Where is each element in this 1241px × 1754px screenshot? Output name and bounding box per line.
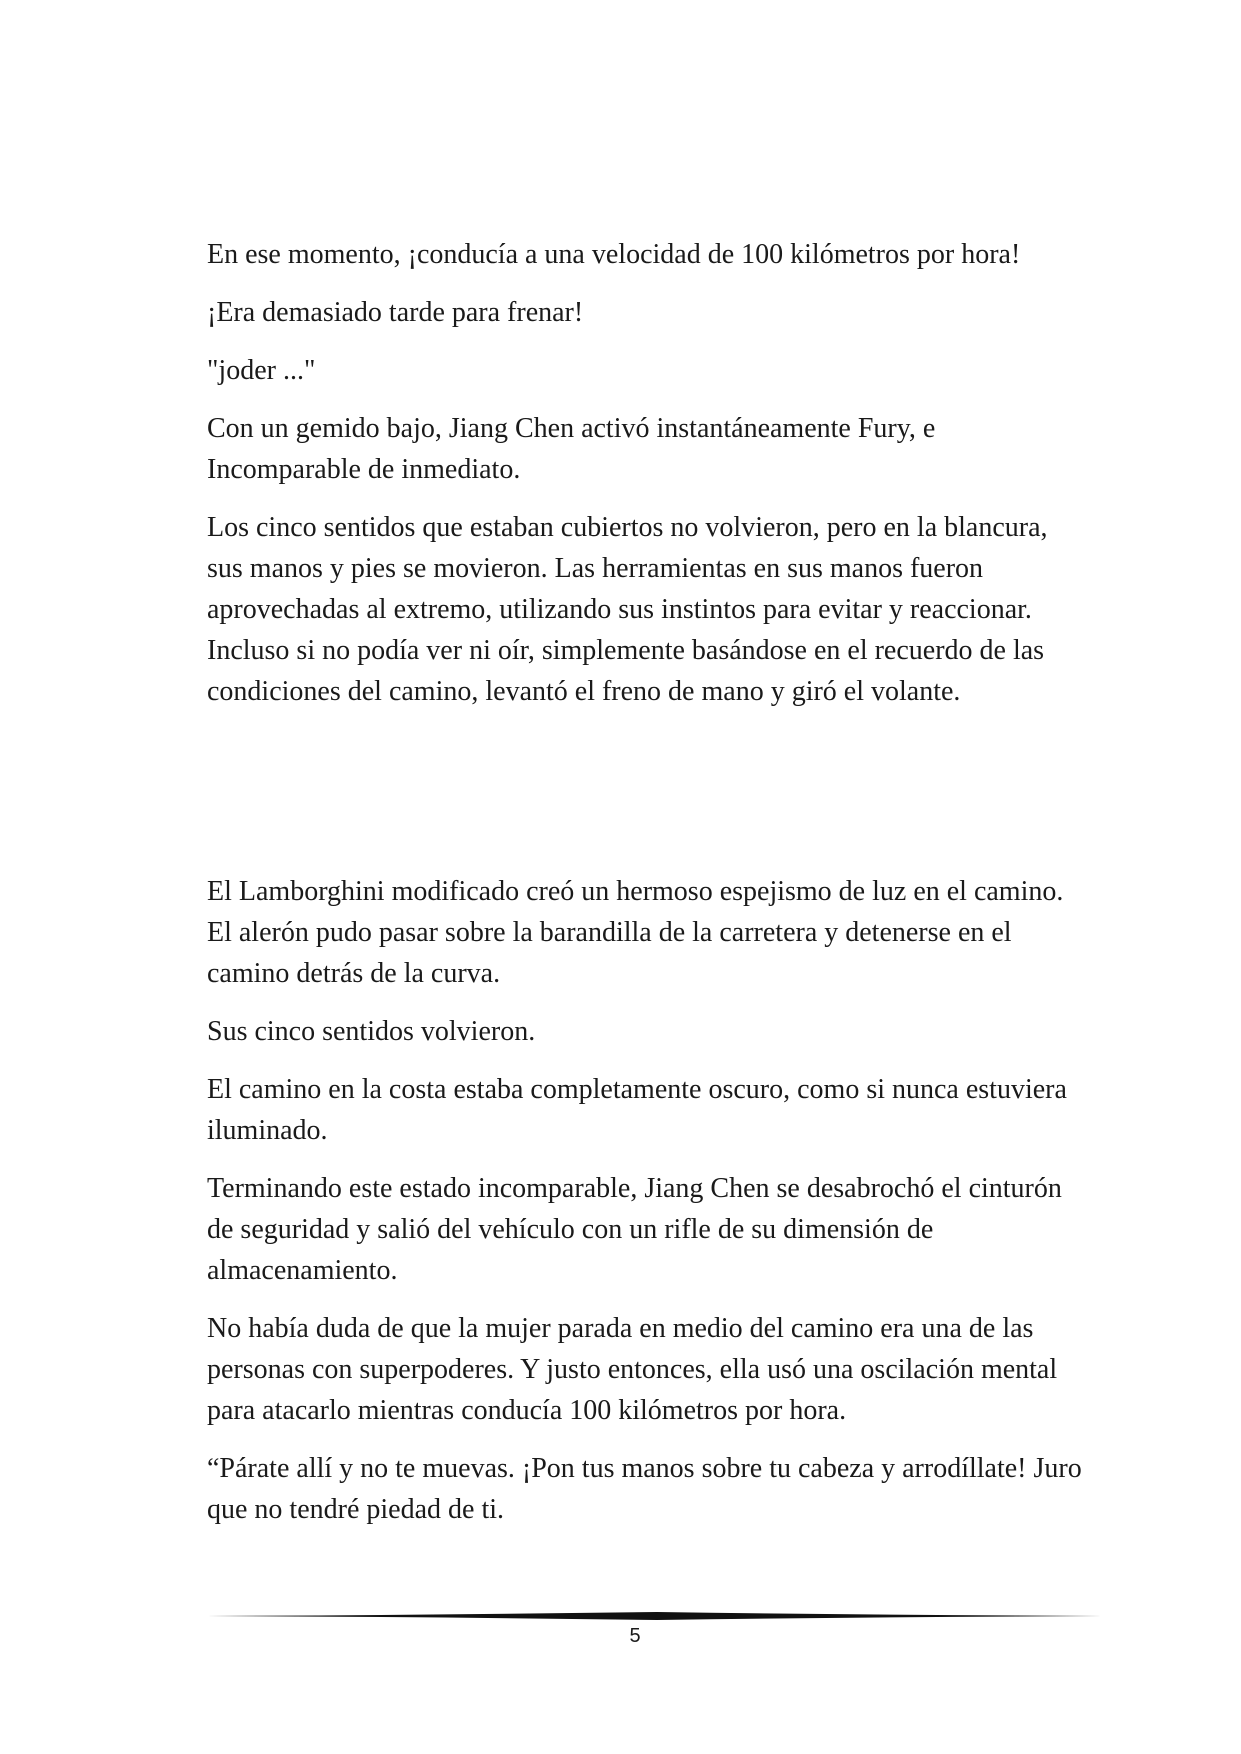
text-section-1 <box>207 234 1087 729</box>
paragraph: No había duda de que la mujer parada en medio del camino era una de las personas con superpoderes. Y justo entonces, ella usó una oscilación mental para atacarlo mientras conducía 100 kilómetros por hora. <box>207 1313 1058 1426</box>
paragraph: Con un gemido bajo, Jiang Chen activó instantáneamente Fury, e Incomparable de inmediato. <box>207 413 936 485</box>
paragraph: ¡Era demasiado tarde para frenar! <box>207 297 584 328</box>
footer-rule <box>207 1609 1102 1623</box>
text-section-2 <box>207 871 1087 1547</box>
paragraph: “Párate allí y no te muevas. ¡Pon tus manos sobre tu cabeza y arrodíllate! Juro que no tendré piedad de ti. <box>207 1453 1082 1525</box>
paragraph: Los cinco sentidos que estaban cubiertos no volvieron, pero en la blancura, sus manos y pies se movieron. Las herramientas en sus manos fueron aprovechadas al extremo, utilizando sus instintos para evitar y reaccionar. Incluso si no podía ver ni oír, simplemente basándose en el recuerdo de las condiciones del camino, levantó el freno de mano y giró el volante. <box>207 512 1048 707</box>
paragraph: En ese momento, ¡conducía a una velocidad de 100 kilómetros por hora! <box>207 239 1021 270</box>
paragraph: "joder ..." <box>207 355 316 386</box>
paragraph: El camino en la costa estaba completamente oscuro, como si nunca estuviera iluminado. <box>207 1074 1067 1146</box>
page-number: 5 <box>629 1625 641 1647</box>
paragraph: El Lamborghini modificado creó un hermoso espejismo de luz en el camino. El alerón pudo pasar sobre la barandilla de la carretera y detenerse en el camino detrás de la curva. <box>207 876 1064 989</box>
paragraph: Sus cinco sentidos volvieron. <box>207 1016 536 1047</box>
paragraph: Terminando este estado incomparable, Jiang Chen se desabrochó el cinturón de seguridad y salió del vehículo con un rifle de su dimensión de almacenamiento. <box>207 1173 1062 1286</box>
